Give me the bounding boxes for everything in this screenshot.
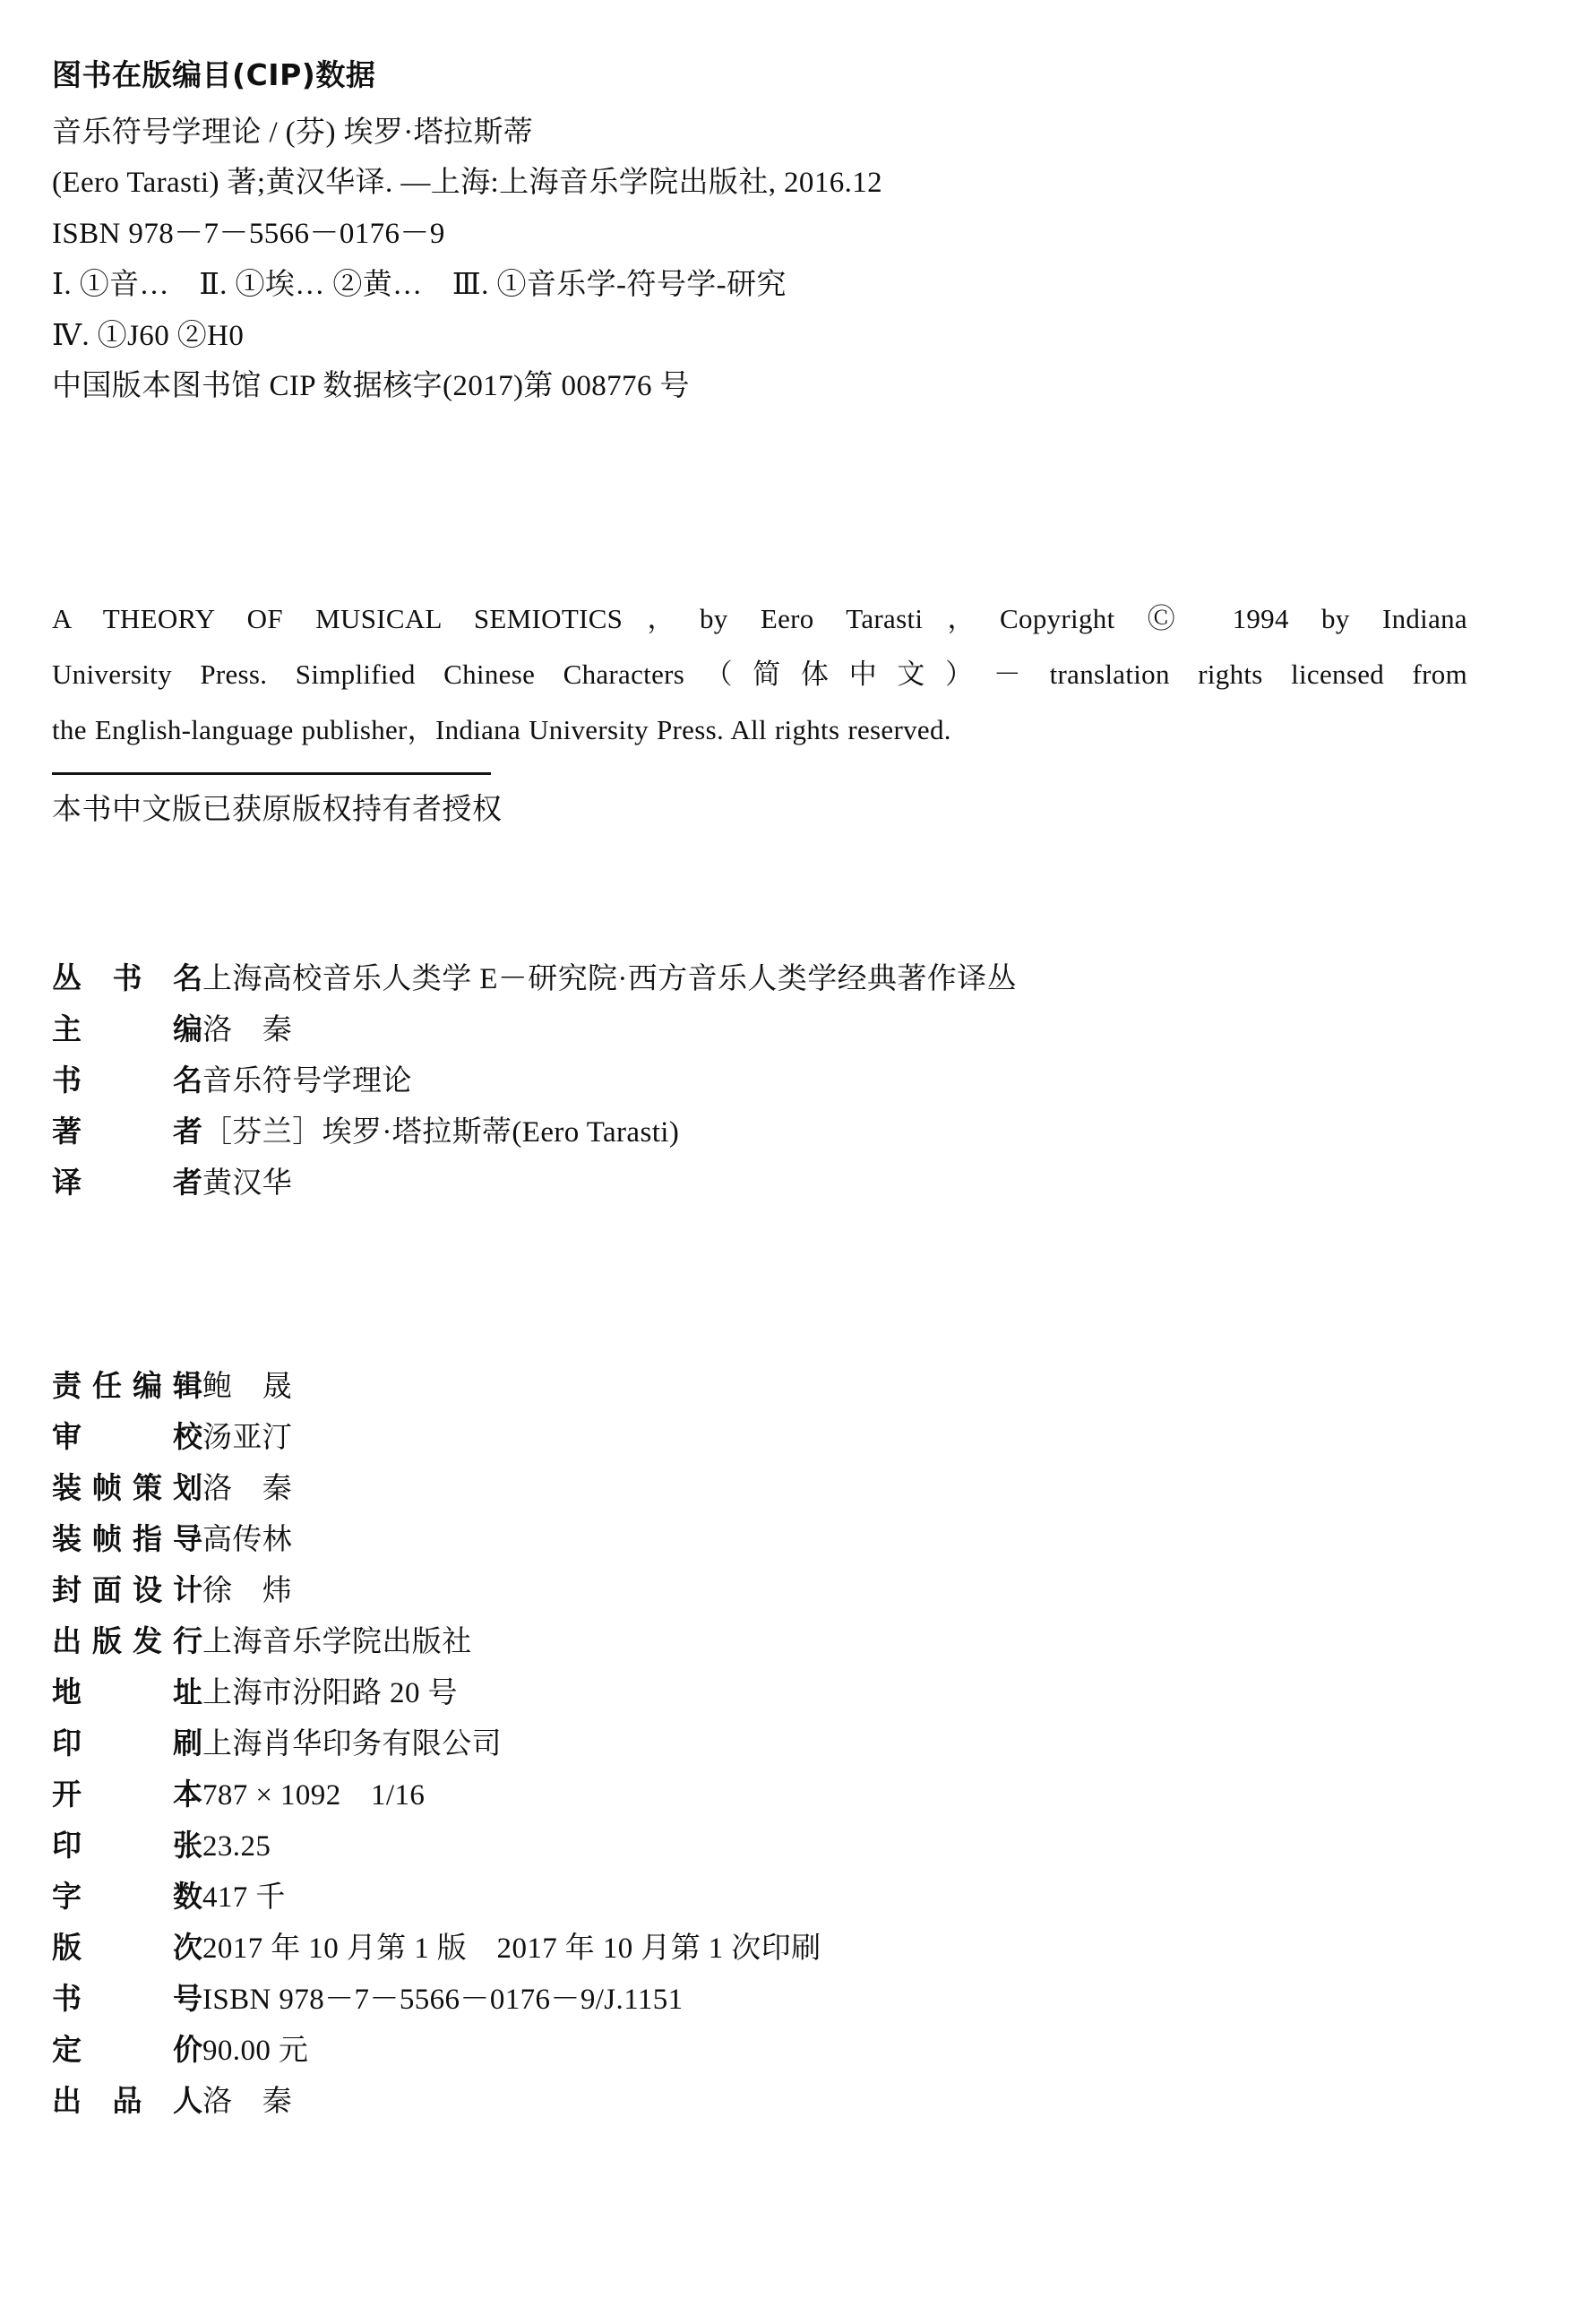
english-copyright-block bbox=[52, 591, 1467, 758]
colophon-row bbox=[52, 1830, 821, 1862]
book-metadata-block bbox=[52, 960, 1017, 1218]
colophon-label-reviewer: 审 校 bbox=[52, 1419, 202, 1454]
meta-label-author: 著 者 bbox=[52, 1114, 202, 1149]
colophon-value-design-direction: 高传林 bbox=[202, 1524, 293, 1556]
colophon-row bbox=[52, 1623, 821, 1658]
cip-line-classification-1: Ⅰ. ①音… Ⅱ. ①埃… ②黄… Ⅲ. ①音乐学-符号学-研究 bbox=[52, 268, 787, 301]
colophon-label-design-direction: 装 帧 指 导 bbox=[52, 1521, 202, 1556]
colophon-value-producer: 洛 秦 bbox=[202, 2086, 293, 2118]
cip-heading: 图书在版编目(CIP)数据 bbox=[52, 57, 376, 92]
colophon-label-address: 地 址 bbox=[52, 1674, 202, 1709]
cip-line-isbn: ISBN 978－7－5566－0176－9 bbox=[52, 218, 445, 251]
cip-line-publisher: (Eero Tarasti) 著;黄汉华译. —上海:上海音乐学院出版社, 2016.12 bbox=[52, 167, 883, 200]
colophon-label-sheets: 印 张 bbox=[52, 1828, 202, 1863]
colophon-value-cover-design: 徐 炜 bbox=[202, 1575, 293, 1607]
colophon-label-cover-design: 封 面 设 计 bbox=[52, 1572, 202, 1607]
colophon-label-producer: 出 品 人 bbox=[52, 2083, 202, 2118]
colophon-value-printer: 上海肖华印务有限公司 bbox=[202, 1728, 502, 1760]
meta-row bbox=[52, 1065, 1017, 1097]
meta-label-chief-editor: 主 编 bbox=[52, 1011, 202, 1046]
colophon-value-book-number: ISBN 978－7－5566－0176－9/J.1151 bbox=[202, 1984, 684, 2016]
meta-row bbox=[52, 1116, 1017, 1148]
colophon-row bbox=[52, 1419, 821, 1454]
meta-label-translator: 译 者 bbox=[52, 1165, 202, 1200]
colophon-row bbox=[52, 1572, 821, 1607]
meta-row bbox=[52, 1011, 1017, 1046]
colophon-row bbox=[52, 1779, 821, 1811]
colophon-label-responsible-editor: 责 任 编 辑 bbox=[52, 1368, 202, 1403]
colophon-label-price: 定 价 bbox=[52, 2032, 202, 2067]
colophon-value-design-planning: 洛 秦 bbox=[202, 1473, 293, 1505]
colophon-row bbox=[52, 2083, 821, 2118]
cip-line-cip-number: 中国版本图书馆 CIP 数据核字(2017)第 008776 号 bbox=[52, 370, 690, 403]
colophon-value-format: 787 × 1092 1/16 bbox=[202, 1779, 426, 1812]
colophon-row bbox=[52, 1981, 821, 2016]
meta-value-series-name: 上海高校音乐人类学 E－研究院·西方音乐人类学经典著作译丛 bbox=[202, 963, 1017, 995]
colophon-row bbox=[52, 2032, 821, 2067]
english-copyright-line-1: A THEORY OF MUSICAL SEMIOTICS，by Eero Tarasti，Copyright Ⓒ 1994 by Indiana bbox=[52, 603, 1467, 634]
colophon-value-responsible-editor: 鲍 晟 bbox=[202, 1371, 293, 1403]
colophon-row bbox=[52, 1881, 821, 1913]
english-copyright-line-3: the English-language publisher，Indiana University Press. All rights reserved. bbox=[52, 714, 951, 745]
colophon-value-address: 上海市汾阳路 20 号 bbox=[202, 1677, 458, 1709]
colophon-row bbox=[52, 1932, 821, 1964]
colophon-label-edition: 版 次 bbox=[52, 1930, 202, 1965]
colophon-label-design-planning: 装 帧 策 划 bbox=[52, 1470, 202, 1505]
colophon-value-sheets: 23.25 bbox=[202, 1830, 271, 1863]
colophon-label-publisher: 出 版 发 行 bbox=[52, 1623, 202, 1658]
colophon-value-reviewer: 汤亚汀 bbox=[202, 1422, 293, 1454]
colophon-value-edition: 2017 年 10 月第 1 版 2017 年 10 月第 1 次印刷 bbox=[202, 1932, 821, 1965]
english-copyright-line-2: University Press. Simplified Chinese Characters（简体中文）－ translation rights licensed from bbox=[52, 658, 1467, 690]
colophon-row bbox=[52, 1728, 821, 1760]
colophon-label-book-number: 书 号 bbox=[52, 1981, 202, 2016]
meta-row bbox=[52, 960, 1017, 995]
meta-value-chief-editor: 洛 秦 bbox=[202, 1014, 293, 1046]
horizontal-rule bbox=[52, 772, 491, 775]
colophon-block bbox=[52, 1368, 821, 2137]
meta-value-author: ［芬兰］埃罗·塔拉斯蒂(Eero Tarasti) bbox=[202, 1116, 680, 1149]
colophon-value-publisher: 上海音乐学院出版社 bbox=[202, 1626, 472, 1658]
cip-line-classification-2: Ⅳ. ①J60 ②H0 bbox=[52, 319, 245, 352]
colophon-row bbox=[52, 1674, 821, 1709]
colophon-label-word-count: 字 数 bbox=[52, 1879, 202, 1914]
colophon-value-word-count: 417 千 bbox=[202, 1881, 286, 1914]
meta-value-translator: 黄汉华 bbox=[202, 1167, 293, 1200]
meta-row bbox=[52, 1167, 1017, 1199]
colophon-label-format: 开 本 bbox=[52, 1777, 202, 1812]
meta-label-series-name: 丛 书 名 bbox=[52, 960, 202, 995]
colophon-row bbox=[52, 1368, 821, 1403]
colophon-row bbox=[52, 1470, 821, 1505]
cip-line-title: 音乐符号学理论 / (芬) 埃罗·塔拉斯蒂 bbox=[52, 116, 534, 149]
meta-value-book-name: 音乐符号学理论 bbox=[202, 1065, 412, 1097]
meta-label-book-name: 书 名 bbox=[52, 1063, 202, 1097]
colophon-row bbox=[52, 1521, 821, 1556]
colophon-value-price: 90.00 元 bbox=[202, 2035, 309, 2067]
authorization-note: 本书中文版已获原版权持有者授权 bbox=[52, 794, 503, 826]
colophon-label-printer: 印 刷 bbox=[52, 1726, 202, 1760]
cip-data-block bbox=[52, 56, 1485, 412]
